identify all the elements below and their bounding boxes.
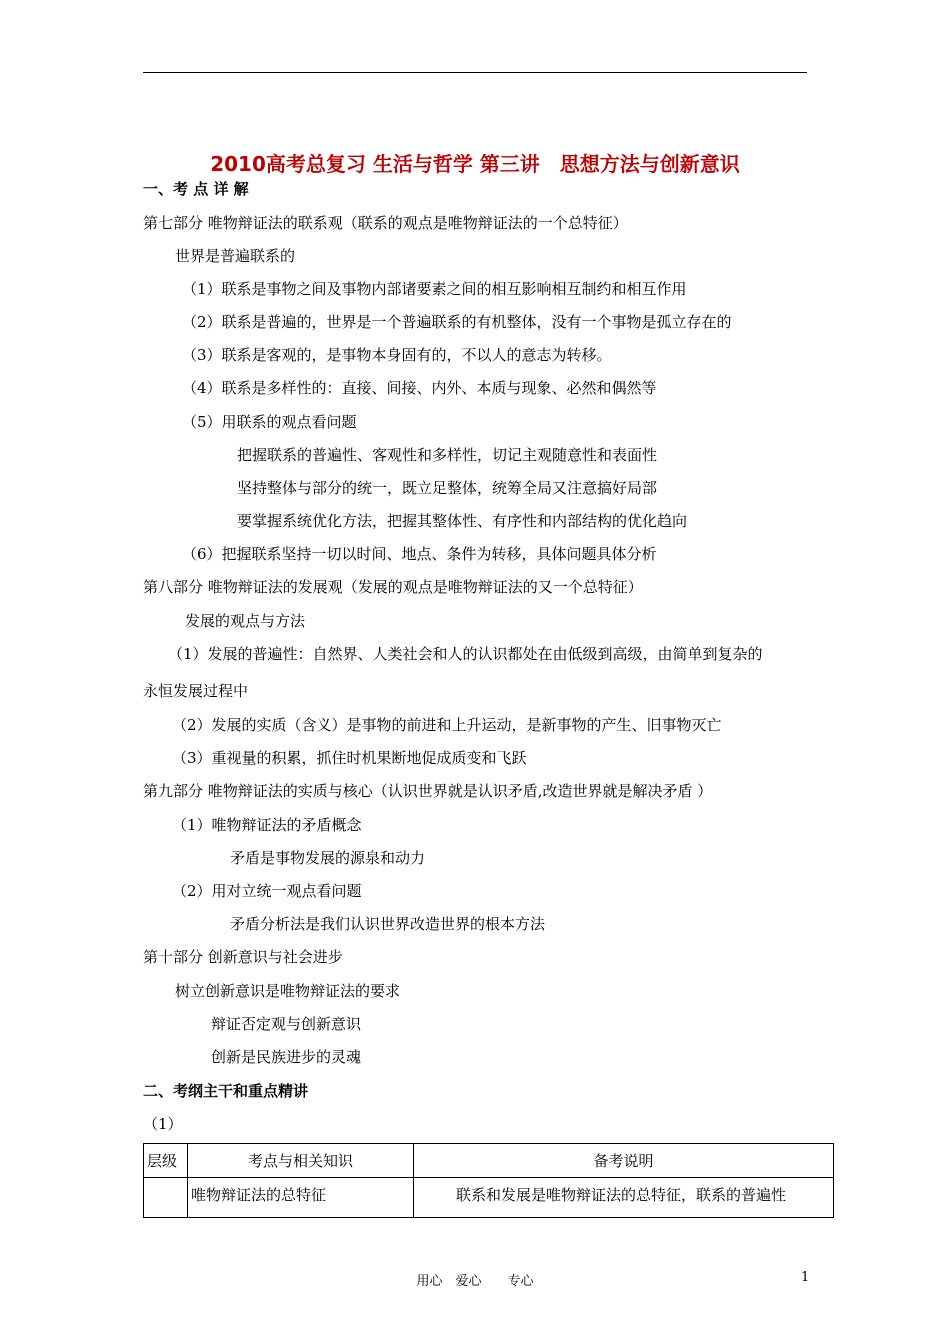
table-header-cell: 备考说明 bbox=[414, 1144, 834, 1178]
text-line: 树立创新意识是唯物辩证法的要求 bbox=[175, 982, 401, 1000]
text-line: 第十部分 创新意识与社会进步 bbox=[143, 948, 343, 966]
text-line: 辩证否定观与创新意识 bbox=[211, 1015, 362, 1033]
text-line: 发展的观点与方法 bbox=[185, 612, 306, 630]
text-line: 永恒发展过程中 bbox=[143, 682, 249, 700]
table-label: （1） bbox=[143, 1115, 183, 1133]
text-line: （1）唯物辩证法的矛盾概念 bbox=[172, 816, 362, 834]
text-line: 坚持整体与部分的统一，既立足整体，统筹全局又注意搞好局部 bbox=[237, 479, 658, 497]
header-rule bbox=[143, 72, 807, 73]
text-line: （2）用对立统一观点看问题 bbox=[172, 882, 362, 900]
text-line: （2）联系是普遍的，世界是一个普遍联系的有机整体，没有一个事物是孤立存在的 bbox=[182, 313, 732, 331]
text-line: 创新是民族进步的灵魂 bbox=[211, 1048, 362, 1066]
text-line: （1）联系是事物之间及事物内部诸要素之间的相互影响相互制约和相互作用 bbox=[182, 280, 687, 298]
text-line: （3）联系是客观的，是事物本身固有的，不以人的意志为转移。 bbox=[182, 346, 612, 364]
table-cell: 唯物辩证法的总特征 bbox=[188, 1178, 414, 1218]
text-line: 第八部分 唯物辩证法的发展观（发展的观点是唯物辩证法的又一个总特征） bbox=[143, 578, 643, 596]
page-number: 1 bbox=[801, 1270, 810, 1285]
text-line: （6）把握联系坚持一切以时间、地点、条件为转移，具体问题具体分析 bbox=[182, 545, 657, 563]
text-line: （2）发展的实质（含义）是事物的前进和上升运动，是新事物的产生、旧事物灭亡 bbox=[172, 716, 722, 734]
table-header-row bbox=[144, 1144, 834, 1178]
text-line: （5）用联系的观点看问题 bbox=[182, 413, 357, 431]
text-line: 要掌握系统优化方法，把握其整体性、有序性和内部结构的优化趋向 bbox=[237, 512, 688, 530]
text-line: （3）重视量的积累，抓住时机果断地促成质变和飞跃 bbox=[172, 749, 527, 767]
table-cell: 联系和发展是唯物辩证法的总特征，联系的普遍性 bbox=[414, 1178, 834, 1218]
text-line: 世界是普遍联系的 bbox=[175, 247, 296, 265]
section-heading-1: 一、考 点 详 解 bbox=[143, 180, 249, 198]
table-header-cell: 考点与相关知识 bbox=[188, 1144, 414, 1178]
text-line: 矛盾是事物发展的源泉和动力 bbox=[230, 849, 426, 867]
footer-slogan: 用心 爱心 专心 bbox=[416, 1274, 534, 1289]
section-heading-2: 二、考纲主干和重点精讲 bbox=[143, 1082, 309, 1100]
table-row bbox=[144, 1178, 834, 1218]
text-line: 矛盾分析法是我们认识世界改造世界的根本方法 bbox=[230, 915, 546, 933]
table-header-cell: 层级 bbox=[144, 1144, 188, 1178]
document-title: 2010高考总复习 生活与哲学 第三讲 思想方法与创新意识 bbox=[210, 152, 740, 176]
table-cell bbox=[144, 1178, 188, 1218]
text-line: 第九部分 唯物辩证法的实质与核心（认识世界就是认识矛盾,改造世界就是解决矛盾 ） bbox=[143, 782, 713, 800]
text-line: （4）联系是多样性的：直接、间接、内外、本质与现象、必然和偶然等 bbox=[182, 379, 657, 397]
text-line: 第七部分 唯物辩证法的联系观（联系的观点是唯物辩证法的一个总特征） bbox=[143, 214, 628, 232]
exam-table bbox=[143, 1143, 834, 1218]
text-line: （1）发展的普遍性：自然界、人类社会和人的认识都处在由低级到高级，由简单到复杂的 bbox=[168, 645, 763, 663]
text-line: 把握联系的普遍性、客观性和多样性，切记主观随意性和表面性 bbox=[237, 446, 658, 464]
